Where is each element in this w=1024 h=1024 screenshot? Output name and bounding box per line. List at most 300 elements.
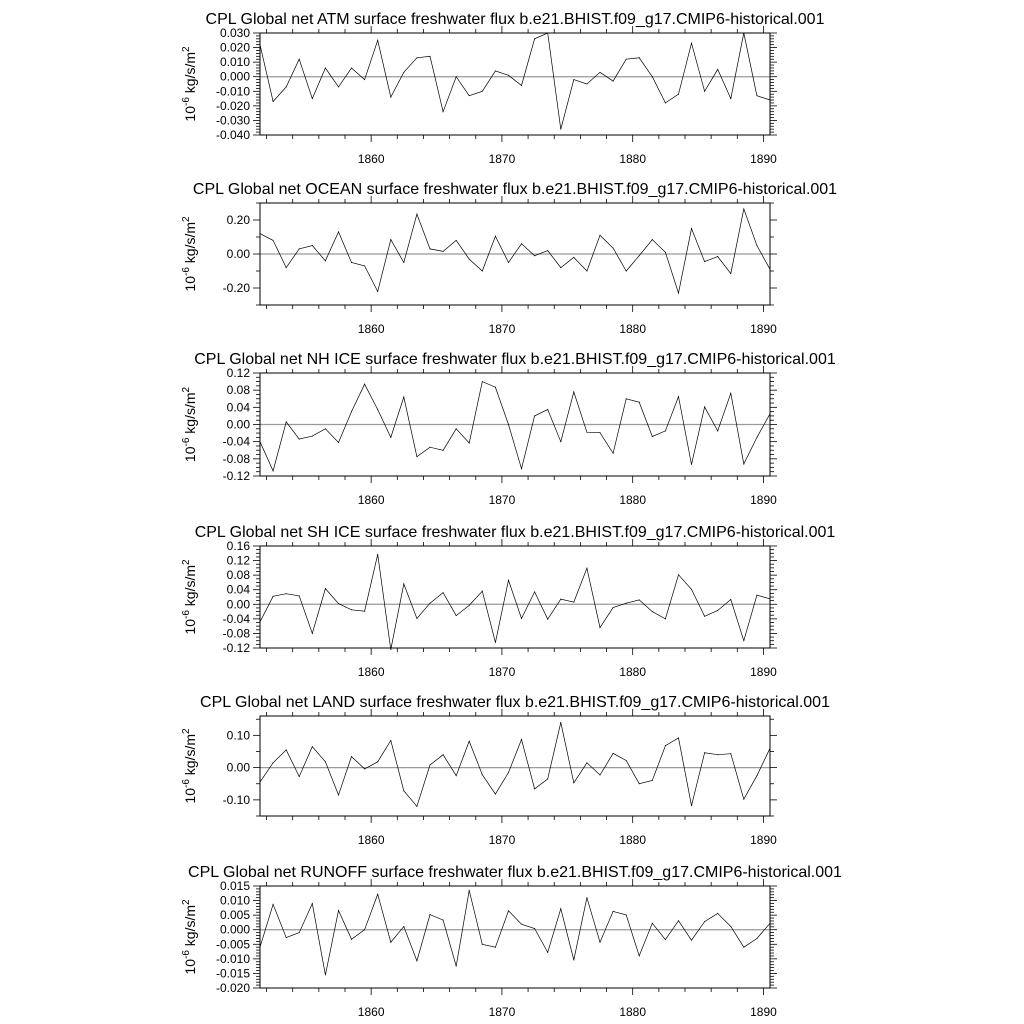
data-point — [403, 397, 404, 398]
data-point — [756, 775, 757, 776]
data-point — [639, 955, 640, 956]
data-point — [456, 775, 457, 776]
data-point — [691, 589, 692, 590]
ylabel-exponent: -6 — [181, 779, 192, 789]
data-point — [403, 583, 404, 584]
ylabel-base: 10 — [182, 106, 198, 122]
data-point — [652, 436, 653, 437]
data-point — [416, 960, 417, 961]
data-point — [573, 257, 574, 258]
data-point — [273, 101, 274, 102]
data-point — [756, 595, 757, 596]
data-point — [704, 616, 705, 617]
y-tick-label: 0.020 — [219, 40, 250, 55]
data-point — [665, 252, 666, 253]
data-point — [678, 293, 679, 294]
data-point — [521, 924, 522, 925]
x-tick-label: 1890 — [750, 152, 777, 166]
data-point — [338, 910, 339, 911]
data-point — [495, 642, 496, 643]
data-point — [560, 599, 561, 600]
data-point — [586, 84, 587, 85]
data-point — [560, 908, 561, 909]
data-point — [312, 98, 313, 99]
data-point — [678, 737, 679, 738]
data-point — [299, 248, 300, 249]
series-line — [260, 554, 770, 649]
data-point — [665, 430, 666, 431]
y-tick-label: -0.010 — [215, 951, 250, 966]
data-point — [743, 947, 744, 948]
data-point — [364, 929, 365, 930]
data-point — [691, 805, 692, 806]
ylabel-base: 10 — [182, 959, 198, 975]
data-point — [639, 57, 640, 58]
data-point — [639, 255, 640, 256]
data-point — [586, 568, 587, 569]
data-point — [573, 391, 574, 392]
data-point — [430, 447, 431, 448]
x-tick-label: 1890 — [750, 493, 777, 507]
data-point — [678, 920, 679, 921]
data-point — [456, 76, 457, 77]
data-point — [482, 591, 483, 592]
data-point — [717, 430, 718, 431]
y-tick-label: 0.12 — [226, 553, 250, 568]
y-tick-label: -0.10 — [222, 792, 250, 807]
data-point — [600, 942, 601, 943]
data-point — [534, 788, 535, 789]
series-line — [260, 890, 770, 975]
data-point — [626, 914, 627, 915]
data-point — [325, 761, 326, 762]
data-point — [469, 95, 470, 96]
data-point — [416, 618, 417, 619]
data-point — [665, 618, 666, 619]
data-point — [717, 69, 718, 70]
data-point — [756, 437, 757, 438]
data-point — [704, 91, 705, 92]
data-point — [286, 937, 287, 938]
ylabel-unit-exponent: 2 — [181, 216, 192, 222]
data-point — [756, 245, 757, 246]
data-point — [652, 780, 653, 781]
y-tick-label: 0.12 — [226, 366, 250, 380]
data-point — [678, 396, 679, 397]
data-point — [443, 450, 444, 451]
data-point — [456, 240, 457, 241]
chart-title: CPL Global net NH ICE surface freshwater flux b.e21.BHIST.f09_g17.CMIP6-historical.001 — [194, 351, 836, 368]
y-axis-label — [181, 46, 198, 122]
data-point — [534, 928, 535, 929]
y-tick-label: 0.16 — [226, 539, 250, 553]
y-tick-label: 0.00 — [226, 760, 250, 775]
data-point — [691, 464, 692, 465]
data-point — [273, 904, 274, 905]
data-point — [600, 775, 601, 776]
data-point — [717, 913, 718, 914]
data-point — [338, 603, 339, 604]
y-axis-label — [181, 386, 198, 462]
y-tick-label: 0.000 — [219, 922, 250, 937]
data-point — [613, 607, 614, 608]
chart-panel — [181, 694, 830, 847]
data-point — [364, 611, 365, 612]
data-point — [390, 942, 391, 943]
data-point — [377, 40, 378, 41]
ylabel-exponent: -6 — [181, 950, 192, 960]
data-point — [390, 649, 391, 650]
data-point — [456, 966, 457, 967]
data-point — [338, 86, 339, 87]
data-point — [495, 70, 496, 71]
x-tick-label: 1870 — [488, 493, 516, 507]
data-point — [377, 554, 378, 555]
data-point — [652, 239, 653, 240]
data-point — [299, 439, 300, 440]
series-line — [260, 33, 770, 129]
data-point — [325, 260, 326, 261]
chart-panel — [181, 181, 837, 336]
data-point — [626, 760, 627, 761]
data-point — [495, 387, 496, 388]
y-tick-label: 0.20 — [226, 213, 250, 227]
data-point — [534, 38, 535, 39]
data-point — [743, 208, 744, 209]
chart-panel — [181, 11, 825, 166]
data-point — [299, 59, 300, 60]
data-point — [416, 456, 417, 457]
data-point — [600, 432, 601, 433]
x-tick-label: 1890 — [750, 665, 777, 679]
data-point — [273, 470, 274, 471]
data-point — [521, 243, 522, 244]
data-point — [312, 903, 313, 904]
data-point — [756, 938, 757, 939]
ylabel-unit-exponent: 2 — [181, 559, 192, 565]
data-point — [665, 939, 666, 940]
x-tick-label: 1870 — [488, 152, 516, 166]
data-point — [469, 259, 470, 260]
data-point — [443, 592, 444, 593]
data-point — [325, 974, 326, 975]
y-tick-label: 0.08 — [226, 568, 250, 583]
y-tick-label: 0.04 — [226, 582, 250, 597]
data-point — [416, 214, 417, 215]
y-tick-label: 0.030 — [219, 26, 250, 40]
data-point — [560, 129, 561, 130]
data-point — [652, 923, 653, 924]
data-point — [547, 952, 548, 953]
data-point — [521, 739, 522, 740]
data-point — [286, 593, 287, 594]
data-point — [377, 894, 378, 895]
series-line — [260, 209, 770, 293]
chart-title: CPL Global net ATM surface freshwater flux b.e21.BHIST.f09_g17.CMIP6-historical.001 — [205, 11, 825, 28]
data-point — [286, 86, 287, 87]
x-tick-label: 1880 — [619, 1005, 647, 1019]
y-tick-label: -0.12 — [222, 641, 250, 655]
x-tick-label: 1890 — [750, 322, 777, 336]
ylabel-base: 10 — [182, 446, 198, 463]
data-point — [312, 633, 313, 634]
data-point — [286, 749, 287, 750]
data-point — [560, 441, 561, 442]
x-tick-label: 1860 — [357, 665, 385, 679]
data-point — [547, 778, 548, 779]
data-point — [325, 428, 326, 429]
plot-frame — [260, 716, 770, 816]
y-tick-label: 0.000 — [219, 69, 250, 84]
data-point — [534, 591, 535, 592]
data-point — [482, 271, 483, 272]
data-point — [508, 580, 509, 581]
x-tick-label: 1880 — [619, 665, 647, 679]
ylabel-unit: kg/s/m — [182, 733, 198, 780]
y-tick-label: 0.00 — [226, 247, 250, 261]
y-tick-label: 0.04 — [226, 400, 250, 415]
data-point — [573, 782, 574, 783]
data-point — [508, 424, 509, 425]
data-point — [338, 795, 339, 796]
ylabel-base: 10 — [182, 619, 198, 635]
data-point — [521, 85, 522, 86]
data-point — [495, 794, 496, 795]
ylabel-unit: kg/s/m — [182, 392, 198, 438]
data-point — [443, 754, 444, 755]
data-point — [338, 231, 339, 232]
data-point — [600, 235, 601, 236]
y-tick-label: 0.015 — [219, 879, 250, 893]
chart-panel — [181, 864, 842, 1019]
data-point — [430, 603, 431, 604]
data-point — [521, 618, 522, 619]
chart-title: CPL Global net OCEAN surface freshwater flux b.e21.BHIST.f09_g17.CMIP6-historical.001 — [192, 181, 838, 198]
data-point — [613, 81, 614, 82]
data-point — [273, 240, 274, 241]
y-tick-label: 0.010 — [219, 893, 250, 908]
y-tick-label: 0.005 — [219, 908, 250, 923]
data-point — [443, 251, 444, 252]
data-point — [325, 67, 326, 68]
data-point — [469, 442, 470, 443]
data-point — [730, 753, 731, 754]
x-tick-label: 1880 — [619, 833, 647, 847]
x-tick-label: 1870 — [488, 665, 516, 679]
y-axis-label — [181, 728, 198, 804]
data-point — [547, 250, 548, 251]
data-point — [639, 783, 640, 784]
data-point — [691, 228, 692, 229]
y-tick-label: -0.005 — [215, 937, 250, 952]
x-tick-label: 1870 — [488, 1005, 516, 1019]
data-point — [508, 262, 509, 263]
y-tick-label: -0.030 — [215, 113, 250, 128]
data-point — [586, 271, 587, 272]
data-point — [403, 790, 404, 791]
data-point — [743, 640, 744, 641]
data-point — [678, 94, 679, 95]
data-point — [730, 926, 731, 927]
data-point — [573, 79, 574, 80]
data-point — [482, 774, 483, 775]
ylabel-unit-exponent: 2 — [181, 386, 192, 393]
ylabel-exponent: -6 — [181, 437, 192, 447]
data-point — [730, 599, 731, 600]
data-point — [351, 756, 352, 757]
ylabel-unit: kg/s/m — [182, 51, 198, 98]
data-point — [573, 960, 574, 961]
data-point — [521, 468, 522, 469]
data-point — [600, 72, 601, 73]
data-point — [416, 57, 417, 58]
data-point — [299, 595, 300, 596]
x-tick-label: 1880 — [619, 493, 647, 507]
ylabel-base: 10 — [182, 276, 198, 292]
data-point — [390, 740, 391, 741]
data-point — [495, 236, 496, 237]
chart-panel — [181, 524, 835, 679]
data-point — [639, 402, 640, 403]
ylabel-unit: kg/s/m — [182, 221, 198, 268]
y-axis-label — [181, 899, 198, 975]
data-point — [730, 273, 731, 274]
data-point — [390, 239, 391, 240]
data-point — [652, 76, 653, 77]
ylabel-exponent: -6 — [181, 267, 192, 277]
data-point — [613, 248, 614, 249]
y-tick-label: 0.010 — [219, 55, 250, 70]
x-tick-label: 1870 — [488, 322, 516, 336]
data-point — [547, 619, 548, 620]
data-point — [351, 262, 352, 263]
data-point — [704, 921, 705, 922]
y-tick-label: 0.00 — [226, 597, 250, 612]
data-point — [730, 393, 731, 394]
data-point — [756, 95, 757, 96]
y-tick-label: 0.00 — [226, 417, 250, 432]
y-tick-label: 0.08 — [226, 383, 250, 398]
data-point — [717, 754, 718, 755]
data-point — [626, 59, 627, 60]
data-point — [364, 265, 365, 266]
x-tick-label: 1860 — [357, 1005, 385, 1019]
x-tick-label: 1880 — [619, 322, 647, 336]
y-tick-label: -0.20 — [222, 281, 250, 295]
data-point — [665, 102, 666, 103]
ylabel-unit-exponent: 2 — [181, 899, 192, 905]
data-point — [652, 611, 653, 612]
x-tick-label: 1890 — [750, 833, 777, 847]
data-point — [338, 442, 339, 443]
data-point — [364, 768, 365, 769]
data-point — [717, 610, 718, 611]
y-tick-label: -0.04 — [222, 434, 250, 449]
data-point — [586, 897, 587, 898]
data-point — [312, 436, 313, 437]
y-tick-label: -0.010 — [215, 84, 250, 99]
data-point — [351, 609, 352, 610]
data-point — [469, 741, 470, 742]
y-tick-label: -0.08 — [222, 451, 250, 466]
data-point — [613, 453, 614, 454]
y-tick-label: -0.12 — [222, 469, 250, 483]
data-point — [639, 599, 640, 600]
x-tick-label: 1860 — [357, 833, 385, 847]
data-point — [495, 947, 496, 948]
ylabel-unit: kg/s/m — [182, 564, 198, 611]
data-point — [678, 574, 679, 575]
series-line — [260, 382, 770, 471]
data-point — [312, 746, 313, 747]
data-point — [691, 940, 692, 941]
data-point — [626, 271, 627, 272]
data-point — [586, 432, 587, 433]
data-point — [613, 911, 614, 912]
chart-panel — [181, 351, 836, 507]
data-point — [600, 627, 601, 628]
data-point — [534, 415, 535, 416]
data-point — [482, 381, 483, 382]
data-point — [547, 409, 548, 410]
data-point — [469, 890, 470, 891]
data-point — [403, 262, 404, 263]
data-point — [403, 926, 404, 927]
x-tick-label: 1870 — [488, 833, 516, 847]
data-point — [377, 409, 378, 410]
data-point — [364, 79, 365, 80]
data-point — [403, 72, 404, 73]
x-tick-label: 1890 — [750, 1005, 777, 1019]
data-point — [717, 256, 718, 257]
y-tick-label: -0.020 — [215, 981, 250, 995]
ylabel-exponent: -6 — [181, 610, 192, 620]
data-point — [299, 932, 300, 933]
x-tick-label: 1860 — [357, 152, 385, 166]
data-point — [443, 920, 444, 921]
y-tick-label: -0.020 — [215, 98, 250, 113]
data-point — [704, 406, 705, 407]
data-point — [626, 398, 627, 399]
data-point — [430, 56, 431, 57]
data-point — [377, 761, 378, 762]
data-point — [560, 722, 561, 723]
data-point — [325, 588, 326, 589]
data-point — [743, 799, 744, 800]
data-point — [286, 421, 287, 422]
ylabel-unit-exponent: 2 — [181, 46, 192, 52]
x-tick-label: 1860 — [357, 322, 385, 336]
y-tick-label: -0.08 — [222, 626, 250, 641]
data-point — [351, 67, 352, 68]
data-point — [456, 428, 457, 429]
ylabel-unit: kg/s/m — [182, 904, 198, 951]
y-tick-label: 0.10 — [226, 728, 250, 743]
data-point — [613, 753, 614, 754]
data-point — [312, 245, 313, 246]
data-point — [430, 765, 431, 766]
data-point — [286, 267, 287, 268]
data-point — [534, 255, 535, 256]
data-point — [377, 291, 378, 292]
data-point — [351, 411, 352, 412]
data-point — [560, 267, 561, 268]
plot-frame — [260, 546, 770, 648]
data-point — [626, 603, 627, 604]
ylabel-base: 10 — [182, 788, 198, 804]
ylabel-exponent: -6 — [181, 97, 192, 107]
data-point — [430, 248, 431, 249]
